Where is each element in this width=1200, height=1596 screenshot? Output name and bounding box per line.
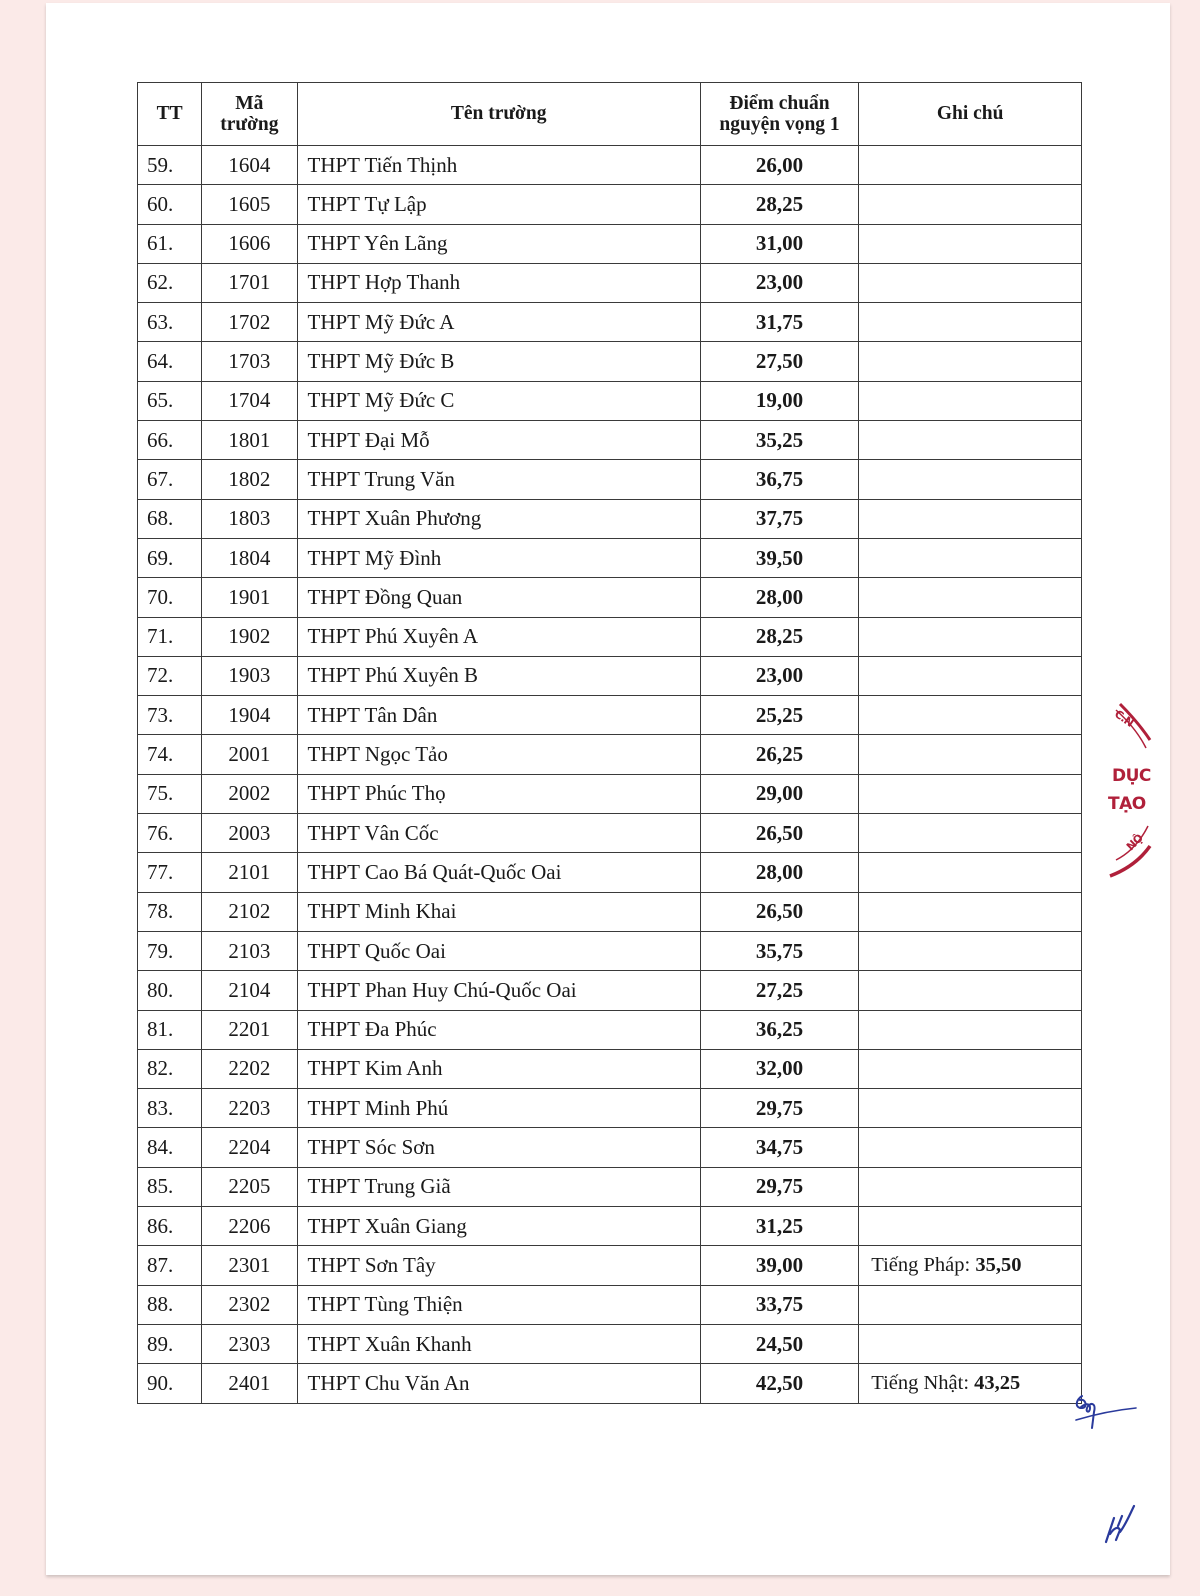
school-name-cell: THPT Xuân Phương (297, 499, 700, 538)
school-name-cell: THPT Chu Văn An (297, 1364, 700, 1403)
school-name-cell: THPT Trung Giã (297, 1167, 700, 1206)
row-number-cell: 83. (138, 1089, 202, 1128)
row-number-cell: 89. (138, 1324, 202, 1363)
table-row (138, 1128, 1082, 1167)
cutoff-score-cell: 42,50 (700, 1364, 859, 1403)
note-label: Tiếng Nhật: (871, 1372, 975, 1395)
cutoff-score-cell: 27,50 (700, 342, 859, 381)
row-number-cell: 61. (138, 224, 202, 263)
school-name-cell: THPT Tân Dân (297, 696, 700, 735)
cutoff-score-cell: 24,50 (700, 1324, 859, 1363)
header-school-name: Tên trường (297, 83, 700, 146)
cutoff-score-cell: 29,75 (700, 1167, 859, 1206)
cutoff-score-cell: 36,75 (700, 460, 859, 499)
table-row (138, 1167, 1082, 1206)
cutoff-score-cell: 35,75 (700, 931, 859, 970)
note-cell (859, 931, 1082, 970)
note-cell (859, 185, 1082, 224)
school-name-cell: THPT Tùng Thiện (297, 1285, 700, 1324)
table-row (138, 1285, 1082, 1324)
table-row (138, 1207, 1082, 1246)
table-row (138, 1010, 1082, 1049)
row-number-cell: 90. (138, 1364, 202, 1403)
row-number-cell: 85. (138, 1167, 202, 1206)
table-row (138, 1049, 1082, 1088)
note-cell (859, 1207, 1082, 1246)
cutoff-score-cell: 27,25 (700, 971, 859, 1010)
school-code-cell: 2206 (202, 1207, 297, 1246)
table-row (138, 1089, 1082, 1128)
school-code-cell: 2201 (202, 1010, 297, 1049)
note-cell (859, 617, 1082, 656)
school-name-cell: THPT Phú Xuyên B (297, 656, 700, 695)
row-number-cell: 78. (138, 892, 202, 931)
row-number-cell: 87. (138, 1246, 202, 1285)
row-number-cell: 86. (138, 1207, 202, 1246)
table-row (138, 1364, 1082, 1403)
note-cell (859, 1167, 1082, 1206)
table-row (138, 696, 1082, 735)
row-number-cell: 70. (138, 578, 202, 617)
table-row (138, 774, 1082, 813)
school-code-cell: 1903 (202, 656, 297, 695)
school-code-cell: 2204 (202, 1128, 297, 1167)
table-row (138, 381, 1082, 420)
school-name-cell: THPT Đồng Quan (297, 578, 700, 617)
cutoff-score-cell: 36,25 (700, 1010, 859, 1049)
cutoff-score-cell: 37,75 (700, 499, 859, 538)
table-row (138, 460, 1082, 499)
school-code-cell: 1801 (202, 421, 297, 460)
stamp-text-line1: DỤC (1112, 766, 1151, 786)
table-row (138, 656, 1082, 695)
row-number-cell: 66. (138, 421, 202, 460)
table-row (138, 421, 1082, 460)
header-score (700, 83, 859, 146)
table-row (138, 224, 1082, 263)
table-row (138, 499, 1082, 538)
row-number-cell: 72. (138, 656, 202, 695)
table-row (138, 263, 1082, 302)
cutoff-score-cell: 26,50 (700, 814, 859, 853)
cutoff-score-cell: 26,00 (700, 146, 859, 185)
note-cell (859, 1324, 1082, 1363)
table-header-row (138, 83, 1082, 146)
school-code-cell: 2001 (202, 735, 297, 774)
school-name-cell: THPT Minh Khai (297, 892, 700, 931)
school-name-cell: THPT Vân Cốc (297, 814, 700, 853)
row-number-cell: 60. (138, 185, 202, 224)
note-cell (859, 1364, 1082, 1403)
school-code-cell: 1604 (202, 146, 297, 185)
table-row (138, 892, 1082, 931)
school-code-cell: 2103 (202, 931, 297, 970)
school-code-cell: 2102 (202, 892, 297, 931)
note-cell (859, 1128, 1082, 1167)
school-name-cell: THPT Sóc Sơn (297, 1128, 700, 1167)
row-number-cell: 69. (138, 538, 202, 577)
cutoff-score-cell: 29,00 (700, 774, 859, 813)
cutoff-score-cell: 25,25 (700, 696, 859, 735)
header-tt: TT (138, 83, 202, 146)
table-row (138, 853, 1082, 892)
note-cell (859, 853, 1082, 892)
school-code-cell: 1704 (202, 381, 297, 420)
school-code-cell: 2301 (202, 1246, 297, 1285)
row-number-cell: 74. (138, 735, 202, 774)
school-code-cell: 2205 (202, 1167, 297, 1206)
note-cell (859, 696, 1082, 735)
school-name-cell: THPT Quốc Oai (297, 931, 700, 970)
school-name-cell: THPT Xuân Giang (297, 1207, 700, 1246)
header-note: Ghi chú (859, 83, 1082, 146)
note-cell (859, 342, 1082, 381)
note-value: 43,25 (974, 1372, 1021, 1395)
note-cell (859, 381, 1082, 420)
note-cell (859, 578, 1082, 617)
school-code-cell: 1702 (202, 303, 297, 342)
row-number-cell: 65. (138, 381, 202, 420)
school-code-cell: 1605 (202, 185, 297, 224)
table-row (138, 578, 1082, 617)
school-name-cell: THPT Trung Văn (297, 460, 700, 499)
table-row (138, 735, 1082, 774)
row-number-cell: 62. (138, 263, 202, 302)
table-row (138, 617, 1082, 656)
stamp-text-line2: TẠO (1108, 794, 1146, 814)
cutoff-score-cell: 39,00 (700, 1246, 859, 1285)
row-number-cell: 67. (138, 460, 202, 499)
cutoff-score-cell: 28,00 (700, 578, 859, 617)
school-name-cell: THPT Cao Bá Quát-Quốc Oai (297, 853, 700, 892)
school-name-cell: THPT Mỹ Đức C (297, 381, 700, 420)
row-number-cell: 64. (138, 342, 202, 381)
school-code-cell: 2303 (202, 1324, 297, 1363)
table-row (138, 1246, 1082, 1285)
cutoff-score-cell: 23,00 (700, 656, 859, 695)
cutoff-score-cell: 31,25 (700, 1207, 859, 1246)
school-name-cell: THPT Ngọc Tảo (297, 735, 700, 774)
school-name-cell: THPT Mỹ Đức A (297, 303, 700, 342)
school-name-cell: THPT Tiến Thịnh (297, 146, 700, 185)
table-row (138, 146, 1082, 185)
cutoff-score-cell: 28,25 (700, 185, 859, 224)
cutoff-score-cell: 39,50 (700, 538, 859, 577)
table-row (138, 814, 1082, 853)
school-code-cell: 1701 (202, 263, 297, 302)
row-number-cell: 79. (138, 931, 202, 970)
table-row (138, 185, 1082, 224)
note-cell (859, 263, 1082, 302)
signature-mark-icon (1100, 1500, 1140, 1546)
note-cell (859, 1010, 1082, 1049)
school-code-cell: 2003 (202, 814, 297, 853)
school-code-cell: 2202 (202, 1049, 297, 1088)
school-name-cell: THPT Hợp Thanh (297, 263, 700, 302)
school-code-cell: 2401 (202, 1364, 297, 1403)
school-name-cell: THPT Phú Xuyên A (297, 617, 700, 656)
header-school-code-line2: trường (220, 114, 279, 135)
row-number-cell: 88. (138, 1285, 202, 1324)
school-name-cell: THPT Mỹ Đình (297, 538, 700, 577)
row-number-cell: 59. (138, 146, 202, 185)
table-row (138, 342, 1082, 381)
stamp-text-top: C.N (1112, 707, 1136, 730)
school-code-cell: 1904 (202, 696, 297, 735)
note-cell (859, 421, 1082, 460)
signature-initial-icon (1068, 1390, 1140, 1440)
note-cell (859, 1246, 1082, 1285)
cutoff-score-cell: 26,25 (700, 735, 859, 774)
school-name-cell: THPT Xuân Khanh (297, 1324, 700, 1363)
note-cell (859, 538, 1082, 577)
row-number-cell: 80. (138, 971, 202, 1010)
table-row (138, 538, 1082, 577)
table-row (138, 1324, 1082, 1363)
table-row (138, 303, 1082, 342)
school-name-cell: THPT Đại Mỗ (297, 421, 700, 460)
row-number-cell: 75. (138, 774, 202, 813)
stamp-text-bottom: NỘ (1123, 831, 1146, 854)
row-number-cell: 71. (138, 617, 202, 656)
note-cell (859, 1285, 1082, 1324)
row-number-cell: 84. (138, 1128, 202, 1167)
cutoff-score-cell: 28,25 (700, 617, 859, 656)
school-code-cell: 1703 (202, 342, 297, 381)
table-body (138, 146, 1082, 1404)
cutoff-score-cell: 23,00 (700, 263, 859, 302)
row-number-cell: 63. (138, 303, 202, 342)
row-number-cell: 76. (138, 814, 202, 853)
cutoff-score-cell: 28,00 (700, 853, 859, 892)
header-school-code (202, 83, 297, 146)
note-value: 35,50 (975, 1254, 1022, 1277)
school-name-cell: THPT Đa Phúc (297, 1010, 700, 1049)
note-label: Tiếng Pháp: (871, 1254, 976, 1277)
header-score-line2: nguyện vọng 1 (719, 114, 840, 135)
note-cell (859, 303, 1082, 342)
school-code-cell: 1606 (202, 224, 297, 263)
note-cell (859, 656, 1082, 695)
school-code-cell: 2203 (202, 1089, 297, 1128)
table-row (138, 931, 1082, 970)
table-row (138, 971, 1082, 1010)
row-number-cell: 82. (138, 1049, 202, 1088)
school-name-cell: THPT Mỹ Đức B (297, 342, 700, 381)
school-name-cell: THPT Phúc Thọ (297, 774, 700, 813)
note-cell (859, 735, 1082, 774)
cutoff-score-cell: 31,00 (700, 224, 859, 263)
school-code-cell: 1802 (202, 460, 297, 499)
note-cell (859, 224, 1082, 263)
official-stamp (1102, 700, 1162, 880)
cutoff-score-cell: 34,75 (700, 1128, 859, 1167)
note-cell (859, 1049, 1082, 1088)
note-cell (859, 892, 1082, 931)
school-name-cell: THPT Minh Phú (297, 1089, 700, 1128)
note-cell (859, 499, 1082, 538)
school-code-cell: 1902 (202, 617, 297, 656)
cutoff-score-cell: 19,00 (700, 381, 859, 420)
note-cell (859, 1089, 1082, 1128)
row-number-cell: 81. (138, 1010, 202, 1049)
school-name-cell: THPT Tự Lập (297, 185, 700, 224)
school-code-cell: 2302 (202, 1285, 297, 1324)
note-cell (859, 460, 1082, 499)
cutoff-score-cell: 35,25 (700, 421, 859, 460)
school-code-cell: 2002 (202, 774, 297, 813)
school-name-cell: THPT Yên Lãng (297, 224, 700, 263)
cutoff-score-cell: 31,75 (700, 303, 859, 342)
school-code-cell: 1901 (202, 578, 297, 617)
note-cell (859, 814, 1082, 853)
cutoff-score-cell: 26,50 (700, 892, 859, 931)
cutoff-score-cell: 32,00 (700, 1049, 859, 1088)
note-cell (859, 971, 1082, 1010)
note-cell (859, 146, 1082, 185)
row-number-cell: 77. (138, 853, 202, 892)
school-name-cell: THPT Phan Huy Chú-Quốc Oai (297, 971, 700, 1010)
cutoff-score-cell: 29,75 (700, 1089, 859, 1128)
header-school-code-line1: Mã (235, 92, 264, 114)
school-code-cell: 2101 (202, 853, 297, 892)
school-name-cell: THPT Kim Anh (297, 1049, 700, 1088)
row-number-cell: 68. (138, 499, 202, 538)
admission-score-table (137, 82, 1082, 1404)
school-code-cell: 1804 (202, 538, 297, 577)
cutoff-score-cell: 33,75 (700, 1285, 859, 1324)
row-number-cell: 73. (138, 696, 202, 735)
note-cell (859, 774, 1082, 813)
school-code-cell: 2104 (202, 971, 297, 1010)
school-code-cell: 1803 (202, 499, 297, 538)
header-score-line1: Điểm chuẩn (729, 92, 830, 114)
school-name-cell: THPT Sơn Tây (297, 1246, 700, 1285)
